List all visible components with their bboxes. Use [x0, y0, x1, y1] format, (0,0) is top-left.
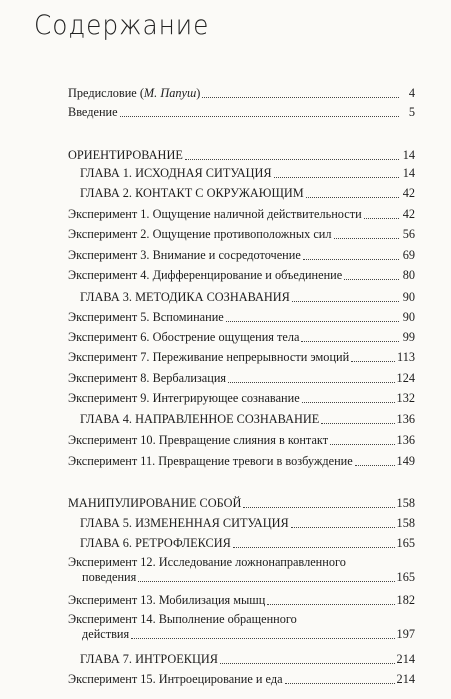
toc-entry-label: Эксперимент 13. Мобилизация мышц — [68, 593, 266, 607]
toc-page-number: 182 — [396, 593, 415, 607]
toc-entry-label: Эксперимент 12. Исследование ложнонаправленного — [68, 555, 346, 569]
toc-entry[interactable] — [80, 290, 415, 305]
toc-entry-label: Эксперимент 3. Внимание и сосредоточение — [68, 248, 301, 262]
toc-entry[interactable] — [68, 496, 415, 511]
leader-dots — [233, 547, 395, 548]
leader-dots — [131, 638, 394, 639]
toc-entry-label: Эксперимент 4. Дифференцирование и объединение — [68, 268, 343, 282]
leader-dots — [120, 116, 399, 117]
leader-dots — [185, 159, 399, 160]
leader-dots — [292, 301, 399, 302]
toc-page-number: 158 — [396, 516, 415, 530]
toc-entry-label: МАНИПУЛИРОВАНИЕ СОБОЙ — [68, 496, 242, 510]
toc-entry-label: Эксперимент 5. Вспоминание — [68, 310, 224, 324]
leader-dots — [351, 361, 395, 362]
toc-page-number: 14 — [402, 148, 415, 162]
leader-dots — [321, 423, 394, 424]
leader-dots — [344, 279, 399, 280]
toc-page-number: 197 — [396, 627, 415, 641]
toc-entry-label: Эксперимент 1. Ощущение наличной действительности — [68, 207, 362, 221]
leader-dots — [220, 663, 395, 664]
toc-entry-label: ГЛАВА 4. НАПРАВЛЕННОЕ СОЗНАВАНИЕ — [80, 412, 320, 426]
toc-page-number: 42 — [402, 186, 415, 200]
toc-entry-label: Эксперимент 6. Обострение ощущения тела — [68, 330, 300, 344]
toc-entry[interactable] — [68, 248, 415, 263]
toc-page-number: 124 — [396, 371, 415, 385]
toc-page-number: 136 — [396, 433, 415, 447]
leader-dots — [306, 197, 399, 198]
toc-entry-label: ОРИЕНТИРОВАНИЕ — [68, 148, 183, 162]
page-title: Содержание — [34, 10, 210, 41]
leader-dots — [267, 604, 394, 605]
toc-entry[interactable] — [68, 268, 415, 283]
toc-page-number: 136 — [396, 412, 415, 426]
leader-dots — [274, 177, 399, 178]
toc-entry[interactable] — [68, 555, 415, 585]
leader-dots — [364, 218, 399, 219]
leader-dots — [303, 259, 399, 260]
toc-entry[interactable] — [68, 105, 415, 120]
toc-page-number: 14 — [402, 166, 415, 180]
leader-dots — [226, 321, 399, 322]
toc-page-number: 165 — [396, 536, 415, 550]
toc-entry-label: Эксперимент 7. Переживание непрерывности эмоций — [68, 350, 350, 364]
leader-dots — [138, 581, 394, 582]
toc-entry[interactable] — [68, 371, 415, 386]
toc-entry[interactable] — [80, 536, 415, 551]
leader-dots — [243, 507, 394, 508]
toc-entry[interactable] — [68, 433, 415, 448]
toc-page-number: 90 — [402, 290, 415, 304]
toc-entry-label: ГЛАВА 6. РЕТРОФЛЕКСИЯ — [80, 536, 231, 550]
toc-page-number: 214 — [396, 652, 415, 666]
toc-entry-label: Введение — [68, 105, 118, 119]
toc-entry[interactable] — [68, 593, 415, 608]
toc-entry-label: ГЛАВА 5. ИЗМЕНЕННАЯ СИТУАЦИЯ — [80, 516, 289, 530]
toc-entry-label: Эксперимент 8. Вербализация — [68, 371, 227, 385]
toc-entry-label: Эксперимент 11. Превращение тревоги в возбуждение — [68, 454, 353, 468]
toc-entry[interactable] — [68, 391, 415, 406]
toc-entry-label-continued: действия — [82, 627, 130, 641]
toc-entry[interactable] — [68, 612, 415, 642]
toc-entry[interactable] — [80, 412, 415, 427]
leader-dots — [330, 444, 394, 445]
toc-page-number: 90 — [402, 310, 415, 324]
toc-entry-label: Предисловие (М. Папуш) — [68, 86, 201, 100]
toc-entry[interactable] — [68, 148, 415, 163]
toc-entry[interactable] — [68, 454, 415, 469]
toc-entry-label: ГЛАВА 3. МЕТОДИКА СОЗНАВАНИЯ — [80, 290, 290, 304]
leader-dots — [202, 97, 399, 98]
toc-entry-label: ГЛАВА 7. ИНТРОЕКЦИЯ — [80, 652, 218, 666]
toc-entry-label: Эксперимент 10. Превращение слияния в контакт — [68, 433, 329, 447]
leader-dots — [355, 465, 395, 466]
toc-entry[interactable] — [68, 86, 415, 101]
toc-page-number: 80 — [402, 268, 415, 282]
toc-entry-label: Эксперимент 9. Интегрирующее сознавание — [68, 391, 300, 405]
toc-entry[interactable] — [80, 516, 415, 531]
leader-dots — [302, 402, 395, 403]
toc-entry[interactable] — [68, 227, 415, 242]
toc-entry[interactable] — [80, 652, 415, 667]
toc-page-number: 132 — [396, 391, 415, 405]
toc-entry[interactable] — [68, 350, 415, 365]
toc-entry-label: ГЛАВА 2. КОНТАКТ С ОКРУЖАЮЩИМ — [80, 186, 304, 200]
leader-dots — [291, 527, 395, 528]
toc-entry[interactable] — [80, 186, 415, 201]
toc-page-number: 99 — [402, 330, 415, 344]
toc-page-number: 158 — [396, 496, 415, 510]
toc-page-number: 113 — [397, 350, 415, 364]
leader-dots — [301, 341, 399, 342]
leader-dots — [334, 238, 399, 239]
toc-entry[interactable] — [80, 166, 415, 181]
toc-page-number: 69 — [402, 248, 415, 262]
toc-page-number: 165 — [396, 570, 415, 584]
toc-entry[interactable] — [68, 310, 415, 325]
toc-page-number: 4 — [408, 86, 415, 100]
toc-entry-label-continued: поведения — [82, 570, 137, 584]
toc-entry-label: Эксперимент 15. Интроецирование и еда — [68, 672, 283, 686]
toc-page-number: 56 — [402, 227, 415, 241]
toc-page-number: 149 — [396, 454, 415, 468]
toc-entry[interactable] — [68, 672, 415, 687]
leader-dots — [228, 382, 394, 383]
toc-page-number: 5 — [408, 105, 415, 119]
toc-page-number: 42 — [402, 207, 415, 221]
toc-entry[interactable] — [68, 330, 415, 345]
toc-entry-label: Эксперимент 2. Ощущение противоположных сил — [68, 227, 332, 241]
leader-dots — [285, 683, 395, 684]
toc-entry[interactable] — [68, 207, 415, 222]
toc-entry-label: ГЛАВА 1. ИСХОДНАЯ СИТУАЦИЯ — [80, 166, 272, 180]
toc-page-number: 214 — [396, 672, 415, 686]
toc-entry-label: Эксперимент 14. Выполнение обращенного — [68, 612, 297, 626]
